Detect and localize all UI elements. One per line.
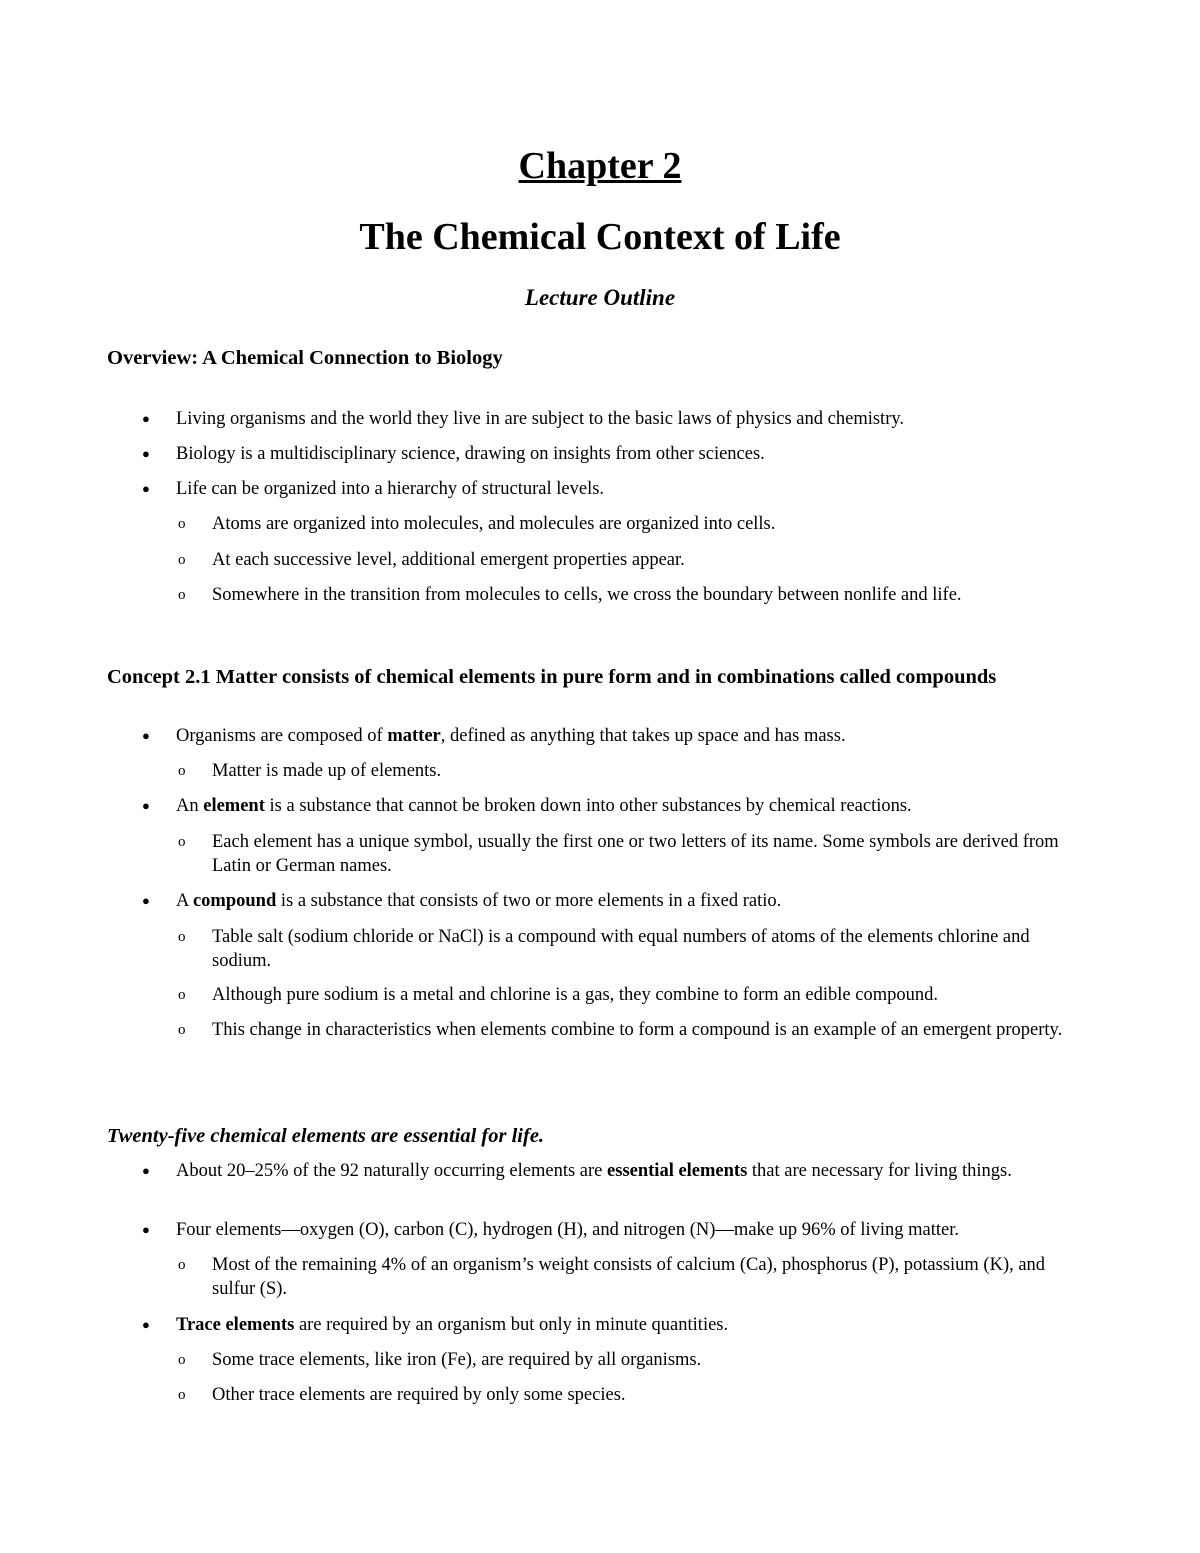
sub-list-item: o Table salt (sodium chloride or NaCl) is a compound with equal numbers of atoms of the elements chlorine and sodium. xyxy=(178,927,1030,971)
sub-bullet-icon: o xyxy=(178,552,186,568)
sub-bullet-icon: o xyxy=(178,587,186,603)
sub-list-item: o Some trace elements, like iron (Fe), are required by all organisms. xyxy=(178,1350,702,1370)
sub-bullet-icon: o xyxy=(178,1387,186,1403)
lecture-outline-label: Lecture Outline xyxy=(524,285,676,310)
chapter-subtitle: The Chemical Context of Life xyxy=(359,216,841,258)
overview-heading: Overview: A Chemical Connection to Biology xyxy=(107,347,503,369)
sub-list-item: o This change in characteristics when elements combine to form a compound is an example of an emergent property. xyxy=(178,1020,1063,1040)
sub-list-item: o Somewhere in the transition from molecules to cells, we cross the boundary between nonlife and life. xyxy=(178,585,962,605)
bullet-icon: ● xyxy=(142,1222,150,1237)
bullet-icon: ● xyxy=(142,481,150,496)
list-item: ● Life can be organized into a hierarchy of structural levels. xyxy=(142,479,605,499)
sub-bullet-icon: o xyxy=(178,516,186,532)
bullet-icon: ● xyxy=(142,1163,150,1178)
bullet-icon: ● xyxy=(142,893,150,908)
list-item: ● About 20–25% of the 92 naturally occurring elements are essential elements that are necessary for living things. xyxy=(142,1161,1012,1181)
sub-list-item: o At each successive level, additional emergent properties appear. xyxy=(178,550,685,570)
bullet-icon: ● xyxy=(142,798,150,813)
sub-list-item: o Matter is made up of elements. xyxy=(178,761,442,781)
list-item: ● Trace elements are required by an organism but only in minute quantities. xyxy=(142,1315,729,1335)
essential-heading: Twenty-five chemical elements are essential for life. xyxy=(107,1125,545,1147)
sub-bullet-icon: o xyxy=(178,834,186,850)
list-item: ● Organisms are composed of matter, defined as anything that takes up space and has mass. xyxy=(142,726,846,746)
bullet-icon: ● xyxy=(142,446,150,461)
sub-bullet-icon: o xyxy=(178,1352,186,1368)
list-item: ● A compound is a substance that consists of two or more elements in a fixed ratio. xyxy=(142,891,782,911)
sub-bullet-icon: o xyxy=(178,763,186,779)
concept-heading: Concept 2.1 Matter consists of chemical elements in pure form and in combinations called compounds xyxy=(107,666,997,688)
sub-bullet-icon: o xyxy=(178,987,186,1003)
list-item: ● Four elements—oxygen (O), carbon (C), hydrogen (H), and nitrogen (N)—make up 96% of living matter. xyxy=(142,1220,959,1240)
sub-list-item: o Each element has a unique symbol, usually the first one or two letters of its name. Some symbols are derived from Latin or German names. xyxy=(178,832,1059,876)
sub-bullet-icon: o xyxy=(178,929,186,945)
sub-list-item: o Atoms are organized into molecules, and molecules are organized into cells. xyxy=(178,514,776,534)
list-item: ● Biology is a multidisciplinary science, drawing on insights from other sciences. xyxy=(142,444,765,464)
list-item: ● An element is a substance that cannot be broken down into other substances by chemical reactions. xyxy=(142,796,912,816)
sub-bullet-icon: o xyxy=(178,1022,186,1038)
bullet-icon: ● xyxy=(142,1317,150,1332)
chapter-title: Chapter 2 xyxy=(518,145,682,187)
bullet-icon: ● xyxy=(142,411,150,426)
sub-list-item: o Other trace elements are required by only some species. xyxy=(178,1385,626,1405)
sub-list-item: o Although pure sodium is a metal and chlorine is a gas, they combine to form an edible compound. xyxy=(178,985,938,1005)
sub-bullet-icon: o xyxy=(178,1257,186,1273)
list-item: ● Living organisms and the world they live in are subject to the basic laws of physics and chemistry. xyxy=(142,409,905,429)
bullet-icon: ● xyxy=(142,728,150,743)
sub-list-item: o Most of the remaining 4% of an organism’s weight consists of calcium (Ca), phosphorus (P), potassium (K), and sulfur (S). xyxy=(178,1255,1046,1299)
